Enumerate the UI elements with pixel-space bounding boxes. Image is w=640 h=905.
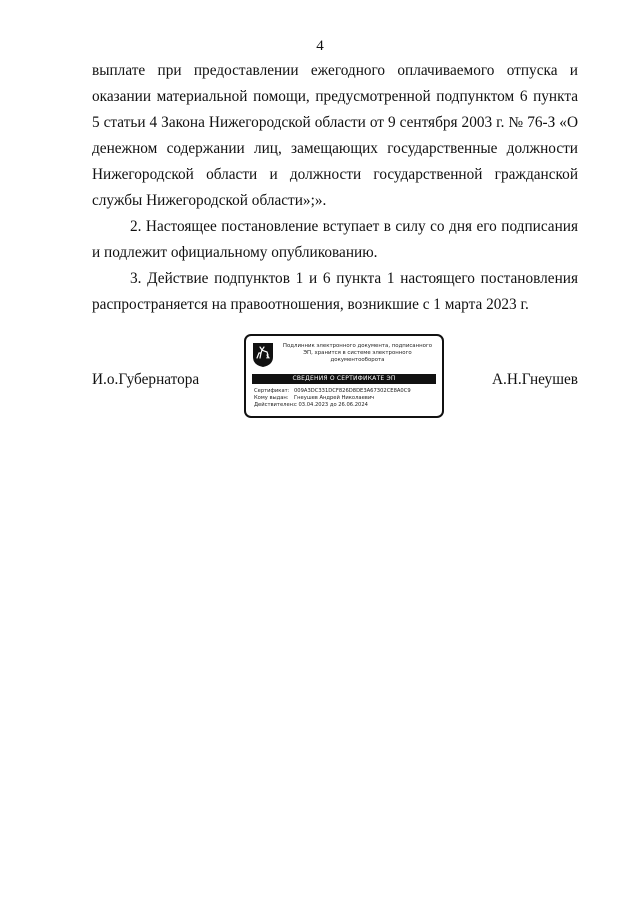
issued-to-value: Гнеушев Андрей Николаевич [294,395,375,402]
valid-row [254,402,436,409]
valid-label: Действителен: [254,402,295,409]
stamp-note: Подлинник электронного документа, подписанного ЭП, хранится в системе электронного документооборота [282,343,433,363]
nizhny-novgorod-deer-emblem-icon [252,342,274,368]
valid-value: с 03.04.2023 до 26.06.2024 [294,402,368,409]
page-number: 4 [316,38,324,54]
signatory-position: И.о.Губернатора [92,371,200,388]
paragraph-3: 3. Действие подпунктов 1 и 6 пункта 1 настоящего постановления распространяется на правоотношения, возникшие с 1 марта 2023 г. [92,270,578,313]
issued-to-label: Кому выдан: [254,395,289,402]
paragraph-2: 2. Настоящее постановление вступает в силу со дня его подписания и подлежит официальному опубликованию. [92,218,578,261]
stamp-header [252,342,436,370]
stamp-title: СВЕДЕНИЯ О СЕРТИФИКАТЕ ЭП [252,374,436,384]
certificate-label: Сертификат: [254,388,290,394]
certificate-value: 009A3DC331DCF826D8DE3A67302CE8A0C9 [294,388,411,394]
electronic-signature-stamp [244,334,444,418]
document-body [92,58,578,318]
paragraph-continuation: выплате при предоставлении ежегодного оплачиваемого отпуска и оказании материальной помощи, предусмотренной подпунктом 6 пункта 5 статьи 4 Закона Нижегородской области от 9 сентября 2003 г. № 76-З «О денежном содержании лиц, замещающих государственные должности Нижегородской области и должности государственной гражданской службы Нижегородской области»;». [92,62,578,209]
signatory-name: А.Н.Гнеушев [491,371,578,388]
stamp-details [254,388,436,410]
